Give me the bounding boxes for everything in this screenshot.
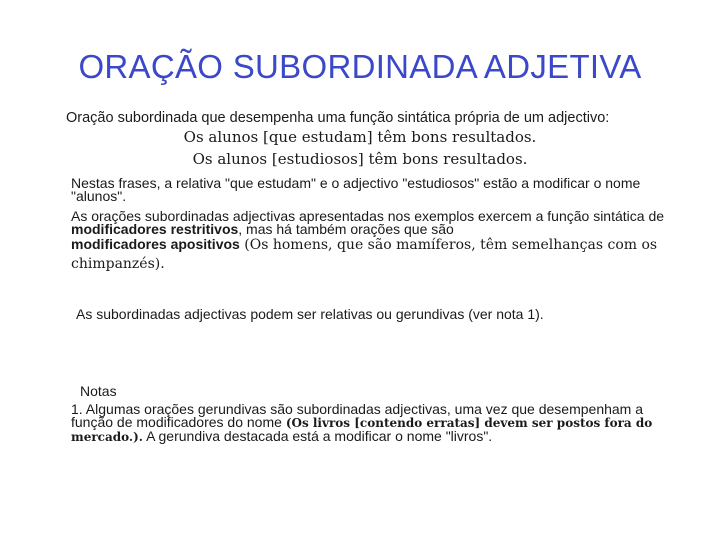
paragraph-function-text-2: , mas há também orações que são: [238, 221, 454, 237]
note-1-example: (Os livros [contendo erratas] devem ser postos fora do mercado.).: [71, 416, 653, 444]
slide-title: ORAÇÃO SUBORDINADA ADJETIVA: [78, 48, 642, 85]
example-sentence-adjective: Os alunos [estudiosos] têm bons resultados.: [192, 150, 528, 168]
term-appositive: modificadores apositivos: [71, 236, 240, 252]
intro-text: Oração subordinada que desempenha uma função sintática própria de um adjectivo:: [66, 110, 610, 126]
example-sentence-relative: Os alunos [que estudam] têm bons resultados.: [183, 128, 537, 146]
paragraph-function-text: As orações subordinadas adjectivas apresentadas nos exemplos exercem a função sintática de: [71, 208, 665, 224]
paragraph-types: As subordinadas adjectivas podem ser relativas ou gerundivas (ver nota 1).: [76, 306, 544, 322]
note-1-text: 1. Algumas orações gerundivas são subordinadas adjectivas, uma vez que desempenham a função de modificadores do nome: [71, 401, 644, 430]
paragraph-explanation: Nestas frases, a relativa "que estudam" e o adjectivo "estudiosos" estão a modificar o nome "alunos".: [71, 175, 641, 204]
notes-heading: Notas: [80, 383, 117, 399]
paragraph-function: [71, 210, 686, 274]
note-1: [71, 403, 686, 444]
note-1-text-2: A gerundiva destacada está a modificar o nome "livros".: [142, 428, 493, 444]
term-restrictive: modificadores restritivos: [71, 221, 239, 237]
appositive-example: (Os homens, que são mamíferos, têm semelhanças com os chimpanzés).: [71, 237, 658, 272]
